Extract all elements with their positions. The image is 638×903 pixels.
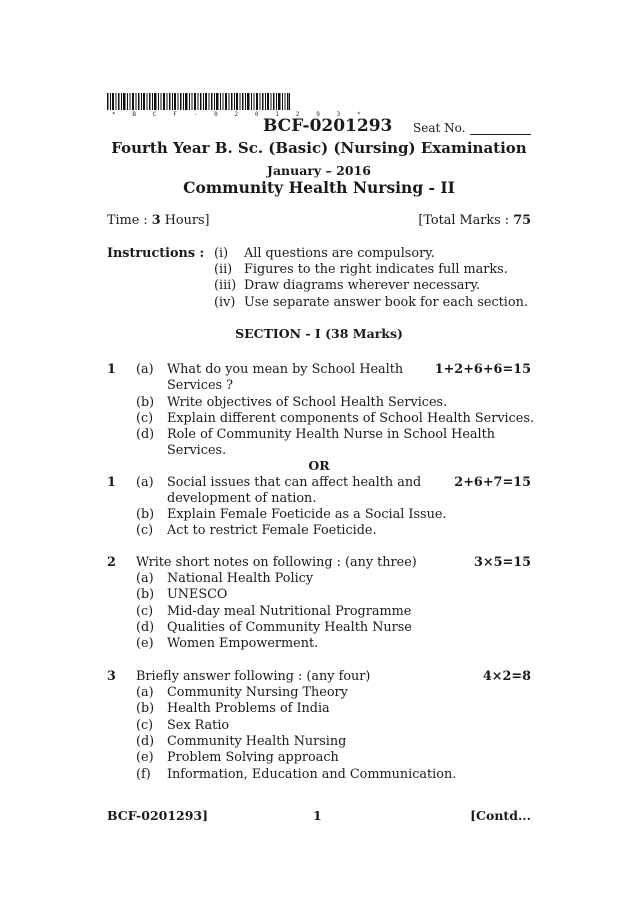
question-text: Community Nursing Theory — [167, 685, 348, 700]
question-text: Services ? — [167, 378, 234, 393]
instruction-text: All questions are compulsory. — [244, 246, 435, 261]
question-text: Services. — [167, 443, 227, 458]
barcode — [107, 93, 290, 110]
sub-question-label: (a) — [136, 685, 154, 700]
paper-code: BCF-0201293 — [263, 116, 393, 136]
question-text: Write objectives of School Health Services. — [167, 395, 448, 410]
question-text: Community Health Nursing — [167, 734, 347, 749]
question-text: Problem Solving approach — [167, 750, 339, 765]
question-stem: Write short notes on following : (any three) — [136, 555, 417, 570]
sub-question-label: (c) — [136, 718, 154, 733]
question-number: 1 — [107, 475, 116, 490]
sub-question-label: (c) — [136, 523, 154, 538]
sub-question-label: (e) — [136, 636, 154, 651]
question-marks: 3×5=15 — [473, 555, 531, 570]
question-text: Explain different components of School Health Services. — [167, 411, 535, 426]
sub-question-label: (d) — [136, 734, 155, 749]
barcode-digits: * B C F - 0 2 0 1 2 9 3 * — [112, 111, 368, 118]
total-marks — [418, 213, 531, 228]
sub-question-label: (b) — [136, 395, 155, 410]
question-number: 2 — [107, 555, 116, 570]
question-text: UNESCO — [167, 587, 228, 602]
sub-question-label: (b) — [136, 507, 155, 522]
sub-question-label: (e) — [136, 750, 154, 765]
question-number: 3 — [107, 669, 116, 684]
sub-question-label: (c) — [136, 604, 154, 619]
instruction-text: Draw diagrams wherever necessary. — [244, 278, 481, 293]
question-text: Mid-day meal Nutritional Programme — [167, 604, 412, 619]
question-stem: Briefly answer following : (any four) — [136, 669, 371, 684]
question-marks: 1+2+6+6=15 — [434, 362, 531, 377]
sub-question-label: (b) — [136, 701, 155, 716]
instruction-num: (iii) — [214, 278, 237, 293]
time-value: 3 — [151, 213, 161, 228]
question-text: Act to restrict Female Foeticide. — [167, 523, 377, 538]
instruction-num: (i) — [214, 246, 229, 261]
sub-question-label: (a) — [136, 571, 154, 586]
question-text: Sex Ratio — [167, 718, 230, 733]
sub-question-label: (a) — [136, 475, 154, 490]
question-marks: 2+6+7=15 — [454, 475, 531, 490]
exam-title: Fourth Year B. Sc. (Basic) (Nursing) Examination — [111, 139, 527, 157]
time-unit: Hours] — [160, 213, 210, 228]
question-number: 1 — [107, 362, 116, 377]
question-text: Qualities of Community Health Nurse — [167, 620, 412, 635]
seat-number-line — [470, 134, 531, 135]
instruction-text: Use separate answer book for each section. — [244, 295, 528, 310]
seat-number-label: Seat No. — [413, 121, 466, 135]
sub-question-label: (d) — [136, 620, 155, 635]
sub-question-label: (a) — [136, 362, 154, 377]
question-text: Explain Female Foeticide as a Social Issue. — [167, 507, 447, 522]
question-text: National Health Policy — [167, 571, 314, 586]
page-number: 1 — [313, 808, 322, 823]
instruction-num: (iv) — [214, 295, 236, 310]
question-marks: 4×2=8 — [482, 669, 531, 684]
instruction-num: (ii) — [214, 262, 233, 277]
question-text: Role of Community Health Nurse in School Health — [167, 427, 496, 442]
time-label: Time : — [107, 213, 152, 228]
question-text: Information, Education and Communication. — [167, 767, 457, 782]
instruction-text: Figures to the right indicates full marks. — [244, 262, 508, 277]
question-text: Women Empowerment. — [167, 636, 319, 651]
question-text: Health Problems of India — [167, 701, 330, 716]
marks-label: [Total Marks : — [418, 213, 514, 228]
question-text: development of nation. — [167, 491, 317, 506]
question-text: What do you mean by School Health — [167, 362, 404, 377]
sub-question-label: (c) — [136, 411, 154, 426]
marks-value: 75 — [513, 213, 531, 228]
time-allowed — [107, 213, 210, 228]
sub-question-label: (d) — [136, 427, 155, 442]
instructions-label: Instructions : — [107, 246, 205, 261]
exam-date: January – 2016 — [267, 163, 371, 178]
footer-paper-code: BCF-0201293] — [107, 808, 209, 823]
or-separator: OR — [308, 458, 330, 473]
question-text: Social issues that can affect health and — [167, 475, 422, 490]
continued-label: [Contd... — [470, 808, 531, 823]
sub-question-label: (f) — [136, 767, 151, 782]
sub-question-label: (b) — [136, 587, 155, 602]
subject-title: Community Health Nursing - II — [183, 178, 455, 197]
section-title: SECTION - I (38 Marks) — [235, 326, 403, 341]
